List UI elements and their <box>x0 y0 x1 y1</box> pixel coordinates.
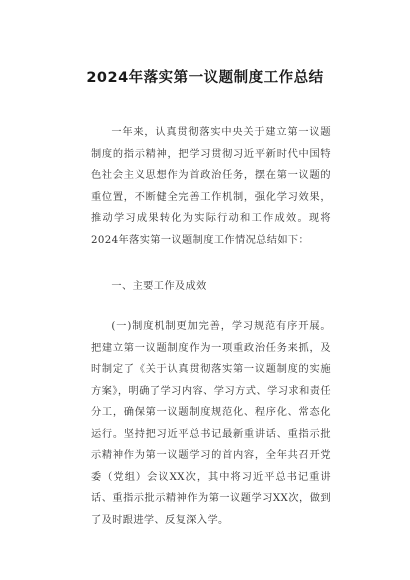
intro-paragraph: 一年来，认真贯彻落实中央关于建立第一议题制度的指示精神，把学习贯彻习近平新时代中国特色社会主义思想作为首政治任务，摆在第一议题的重位置，不断健全完善工作机制，强化学习效果，推动学习成果转化为实际行动和工作成效。现将2024年落实第一议题制度工作情况总结如下： <box>91 127 331 246</box>
section-heading: 一、主要工作及成效 <box>111 281 207 292</box>
document-title: 2024年落实第一议题制度工作总结 <box>86 70 324 86</box>
section-paragraph: (一)制度机制更加完善，学习规范有序开展。把建立第一议题制度作为一项重政治任务来抓，及时制定了《关于认真贯彻落实第一议题制度的实施方案》，明确了学习内容、学习方式、学习求和责任分工，确保第一议题制度规范化、程序化、常态化运行。坚持把习近平总书记最新重讲话、重指示批示精神作为第一议题学习的首内容，全年共召开党委（党组）会议XX次，其中将习近平总书记重讲话、重指示批示精神作为第一议题学习XX次，做到了及时跟进学、反复深入学。 <box>91 321 331 526</box>
